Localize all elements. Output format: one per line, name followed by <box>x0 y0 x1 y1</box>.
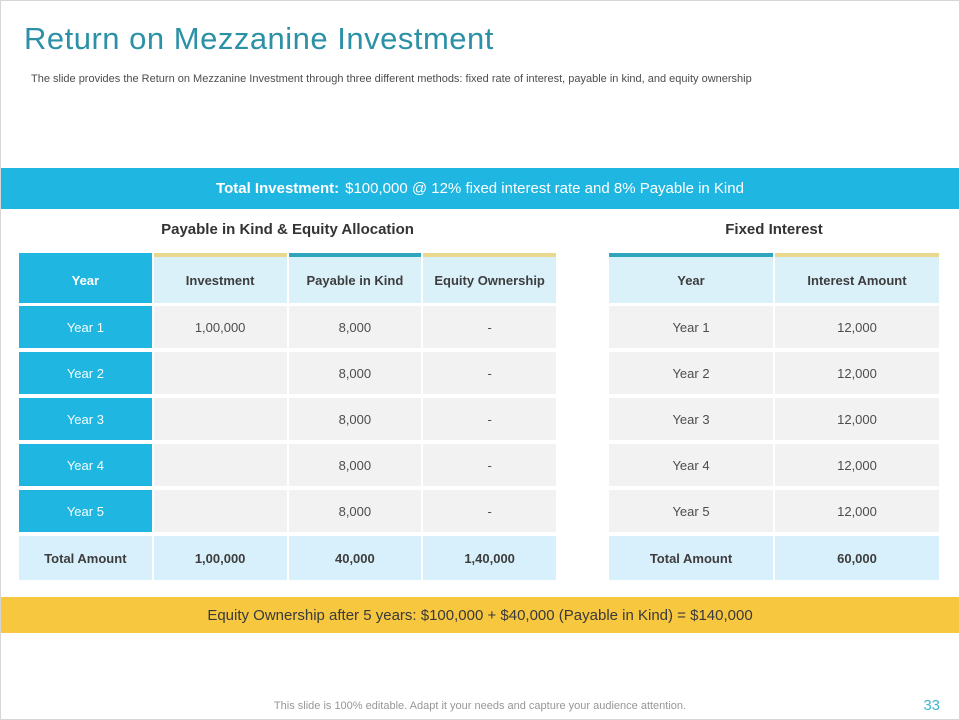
table-cell <box>154 398 287 440</box>
table-header-row <box>609 253 939 303</box>
table-cell: 1,00,000 <box>154 306 287 348</box>
table-row <box>19 444 556 486</box>
equity-ownership-banner <box>1 597 959 633</box>
row-label: Year 3 <box>19 398 152 440</box>
page-subtitle: The slide provides the Return on Mezzanine Investment through three different methods: fixed rate of interest, payable in kind, and equity ownership <box>31 73 752 85</box>
table-row <box>609 490 939 532</box>
table-cell: 12,000 <box>775 306 939 348</box>
total-label: Total Amount <box>19 536 152 580</box>
row-label: Year 4 <box>19 444 152 486</box>
row-label: Year 4 <box>609 444 773 486</box>
column-header: Year <box>609 253 773 303</box>
total-row <box>19 536 556 580</box>
column-header: Equity Ownership <box>423 253 556 303</box>
table-row <box>609 306 939 348</box>
total-row <box>609 536 939 580</box>
tables-area <box>19 219 939 583</box>
table-cell <box>154 444 287 486</box>
payable-in-kind-table <box>19 253 556 580</box>
row-label: Year 5 <box>609 490 773 532</box>
row-label: Year 1 <box>609 306 773 348</box>
banner-bold-label: Total Investment: <box>216 180 340 197</box>
row-label: Year 1 <box>19 306 152 348</box>
total-cell: 40,000 <box>289 536 422 580</box>
column-header: Investment <box>154 253 287 303</box>
row-label: Year 2 <box>19 352 152 394</box>
table-cell: - <box>423 352 556 394</box>
footer-note: This slide is 100% editable. Adapt it your needs and capture your audience attention. <box>273 700 687 712</box>
table-cell: 12,000 <box>775 398 939 440</box>
table-row <box>19 490 556 532</box>
table-row <box>19 306 556 348</box>
table-cell: 8,000 <box>289 352 422 394</box>
table-cell: - <box>423 398 556 440</box>
table-cell: - <box>423 306 556 348</box>
column-header: Interest Amount <box>775 253 939 303</box>
table-cell <box>154 352 287 394</box>
table-cell: 8,000 <box>289 306 422 348</box>
total-investment-banner <box>1 168 959 209</box>
column-header: Year <box>19 253 152 303</box>
banner-detail-text: $100,000 @ 12% fixed interest rate and 8% Payable in Kind <box>345 180 744 197</box>
total-label: Total Amount <box>609 536 773 580</box>
table-cell: 12,000 <box>775 444 939 486</box>
total-cell: 60,000 <box>775 536 939 580</box>
fixed-interest-section <box>609 219 939 583</box>
table-row <box>609 444 939 486</box>
right-table-title: Fixed Interest <box>725 221 823 238</box>
table-header-row <box>19 253 556 303</box>
table-cell: - <box>423 490 556 532</box>
table-row <box>19 352 556 394</box>
table-row <box>19 398 556 440</box>
page-title: Return on Mezzanine Investment <box>24 21 494 56</box>
left-table-title: Payable in Kind & Equity Allocation <box>161 221 414 238</box>
table-cell: 8,000 <box>289 490 422 532</box>
table-cell: - <box>423 444 556 486</box>
table-cell <box>154 490 287 532</box>
table-cell: 12,000 <box>775 352 939 394</box>
total-cell: 1,00,000 <box>154 536 287 580</box>
table-cell: 8,000 <box>289 444 422 486</box>
total-cell: 1,40,000 <box>423 536 556 580</box>
page-number: 33 <box>923 697 940 714</box>
row-label: Year 5 <box>19 490 152 532</box>
row-label: Year 2 <box>609 352 773 394</box>
payable-in-kind-section <box>19 219 556 583</box>
table-cell: 12,000 <box>775 490 939 532</box>
table-cell: 8,000 <box>289 398 422 440</box>
equity-summary-text: Equity Ownership after 5 years: $100,000 + $40,000 (Payable in Kind) = $140,000 <box>207 606 753 624</box>
table-row <box>609 352 939 394</box>
row-label: Year 3 <box>609 398 773 440</box>
table-row <box>609 398 939 440</box>
column-header: Payable in Kind <box>289 253 422 303</box>
fixed-interest-table <box>609 253 939 580</box>
